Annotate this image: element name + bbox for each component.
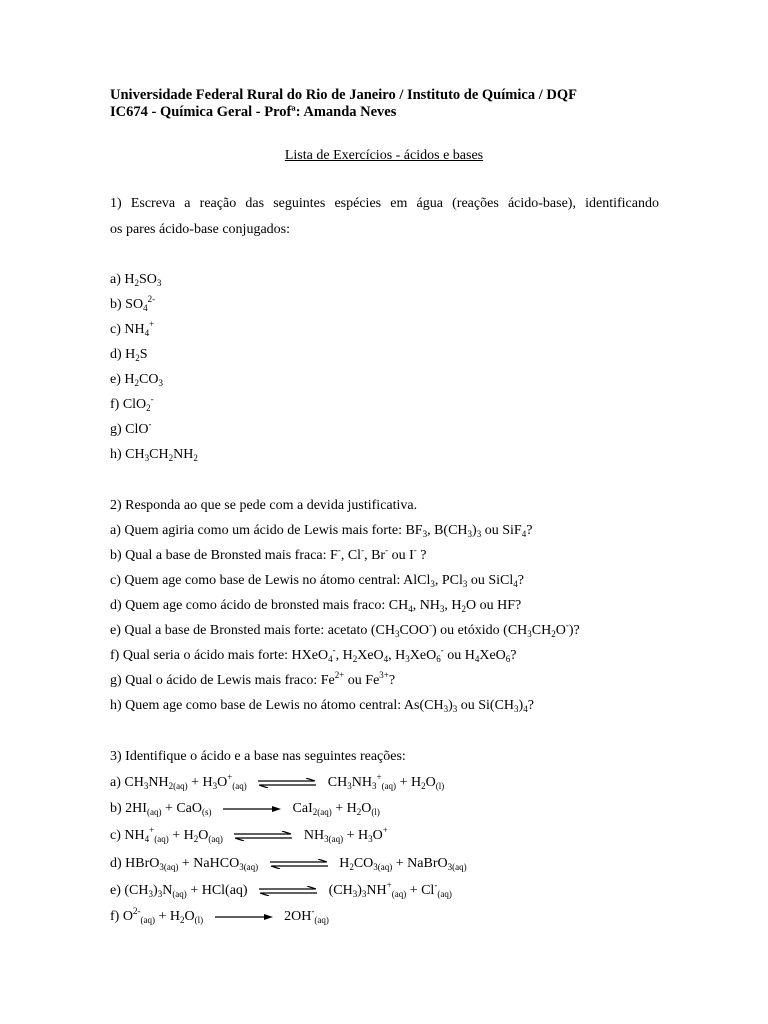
q3-reaction-e: e) $(CH_3)_3N_{(aq)} + HCl(aq)$ $(CH_3)_3NH^+_{(aq)} + Cl^-_{(aq)}$ [110,880,452,899]
q3-reaction-b: b) $2HI_{(aq)} + CaO_{(s)}$ $CaI_{2(aq)} + H_2O_{(l)}$ [110,801,380,817]
equilibrium-arrow-icon [268,859,330,869]
q3-reaction-a: a) $CH_3NH_{2(aq)} + H_3O^+_{(aq)}$ $CH_3NH_3^+_{(aq)} + H_2O_{(l)}$ [110,772,445,791]
q2-item-h: h) Quem age como base de Lewis no átomo central: $As(CH_3)_3$ ou $Si(CH_3)_4$? [110,698,534,714]
equilibrium-arrow-icon [257,886,319,896]
q1-item-c: c) $NH_4^+$ [110,319,155,338]
q1-item-g: g) ClO- [110,419,152,437]
equilibrium-arrow-icon [256,778,318,788]
q1-item-a: a) $H_2SO_3$ [110,272,162,288]
q3-reaction-f: f) $O^{2-}_{(aq)} + H_2O_{(l)}$ $2OH^-_{(aq)}$ [110,906,329,925]
page-title [0,149,768,163]
q1-item-f: f) ClO$_2$- [110,394,154,413]
q1-item-b: b) $SO_4^{2-}$ [110,294,156,313]
q2-item-c: c) Quem age como base de Lewis no átomo central: AlCl$_3$, PCl$_3$ ou SiCl$_4$? [110,573,524,589]
q2-item-a: a) Quem agiria como um ácido de Lewis mais forte: $BF_3$, $B(CH_3)_3$ ou SiF$_4$? [110,523,533,539]
q3-reaction-c: c) $NH_4^+_{(aq)} + H_2O_{(aq)}$ $NH_{3(aq)} + H_3O^+$ [110,825,388,844]
q2-item-d: d) Quem age como ácido de bronsted mais fraco: $CH_4$, $NH_3$, $H_2O$ ou HF? [110,598,522,614]
q2-item-e: e) Qual a base de Bronsted mais forte: acetato $(CH_3COO^-)$ ou etóxido $(CH_3CH_2O^-)$? [110,620,580,639]
page-title-text: Lista de Exercícios - ácidos e bases [284,148,484,163]
q3-reaction-d: d) HBrO$_{3(aq)}$ + NaHCO$_{3(aq)}$ $H_2CO_{3(aq)}$ + NaBrO$_{3(aq)}$ [110,856,467,872]
equilibrium-arrow-icon [232,831,294,841]
q2-item-f: f) Qual seria o ácido mais forte: HXeO$_4$-, $H_2XeO_4$, $H_3XeO_6^-$ ou $H_4XeO_6$? [110,645,517,664]
q3-statement: 3) Identifique o ácido e a base nas seguintes reações: [110,749,406,764]
q2-item-b: b) Qual a base de Bronsted mais fraca: F-, Cl-, Br- ou I- ? [110,545,427,563]
q1-item-h: h) $CH_3CH_2NH_2$ [110,447,198,463]
reaction-arrow-icon [213,913,275,921]
q2-statement: 2) Responda ao que se pede com a devida justificativa. [110,498,418,513]
header-line-1: Universidade Federal Rural do Rio de Janeiro / Instituto de Química / DQF [110,87,577,103]
q1-statement-line-1: 1) Escreva a reação das seguintes espécies em água (reações ácido-base), identificando [110,196,659,211]
q2-item-g: g) Qual o ácido de Lewis mais fraco: $Fe^{2+}$ ou $Fe^{3+}$? [110,670,396,688]
q1-item-d: d) $H_2S$ [110,347,148,363]
header-line-2: IC674 - Química Geral - Profª: Amanda Neves [110,104,397,120]
q1-item-e: e) $H_2CO_3$ [110,372,163,388]
q1-statement-line-2: os pares ácido-base conjugados: [110,222,290,237]
reaction-arrow-icon [221,805,283,813]
